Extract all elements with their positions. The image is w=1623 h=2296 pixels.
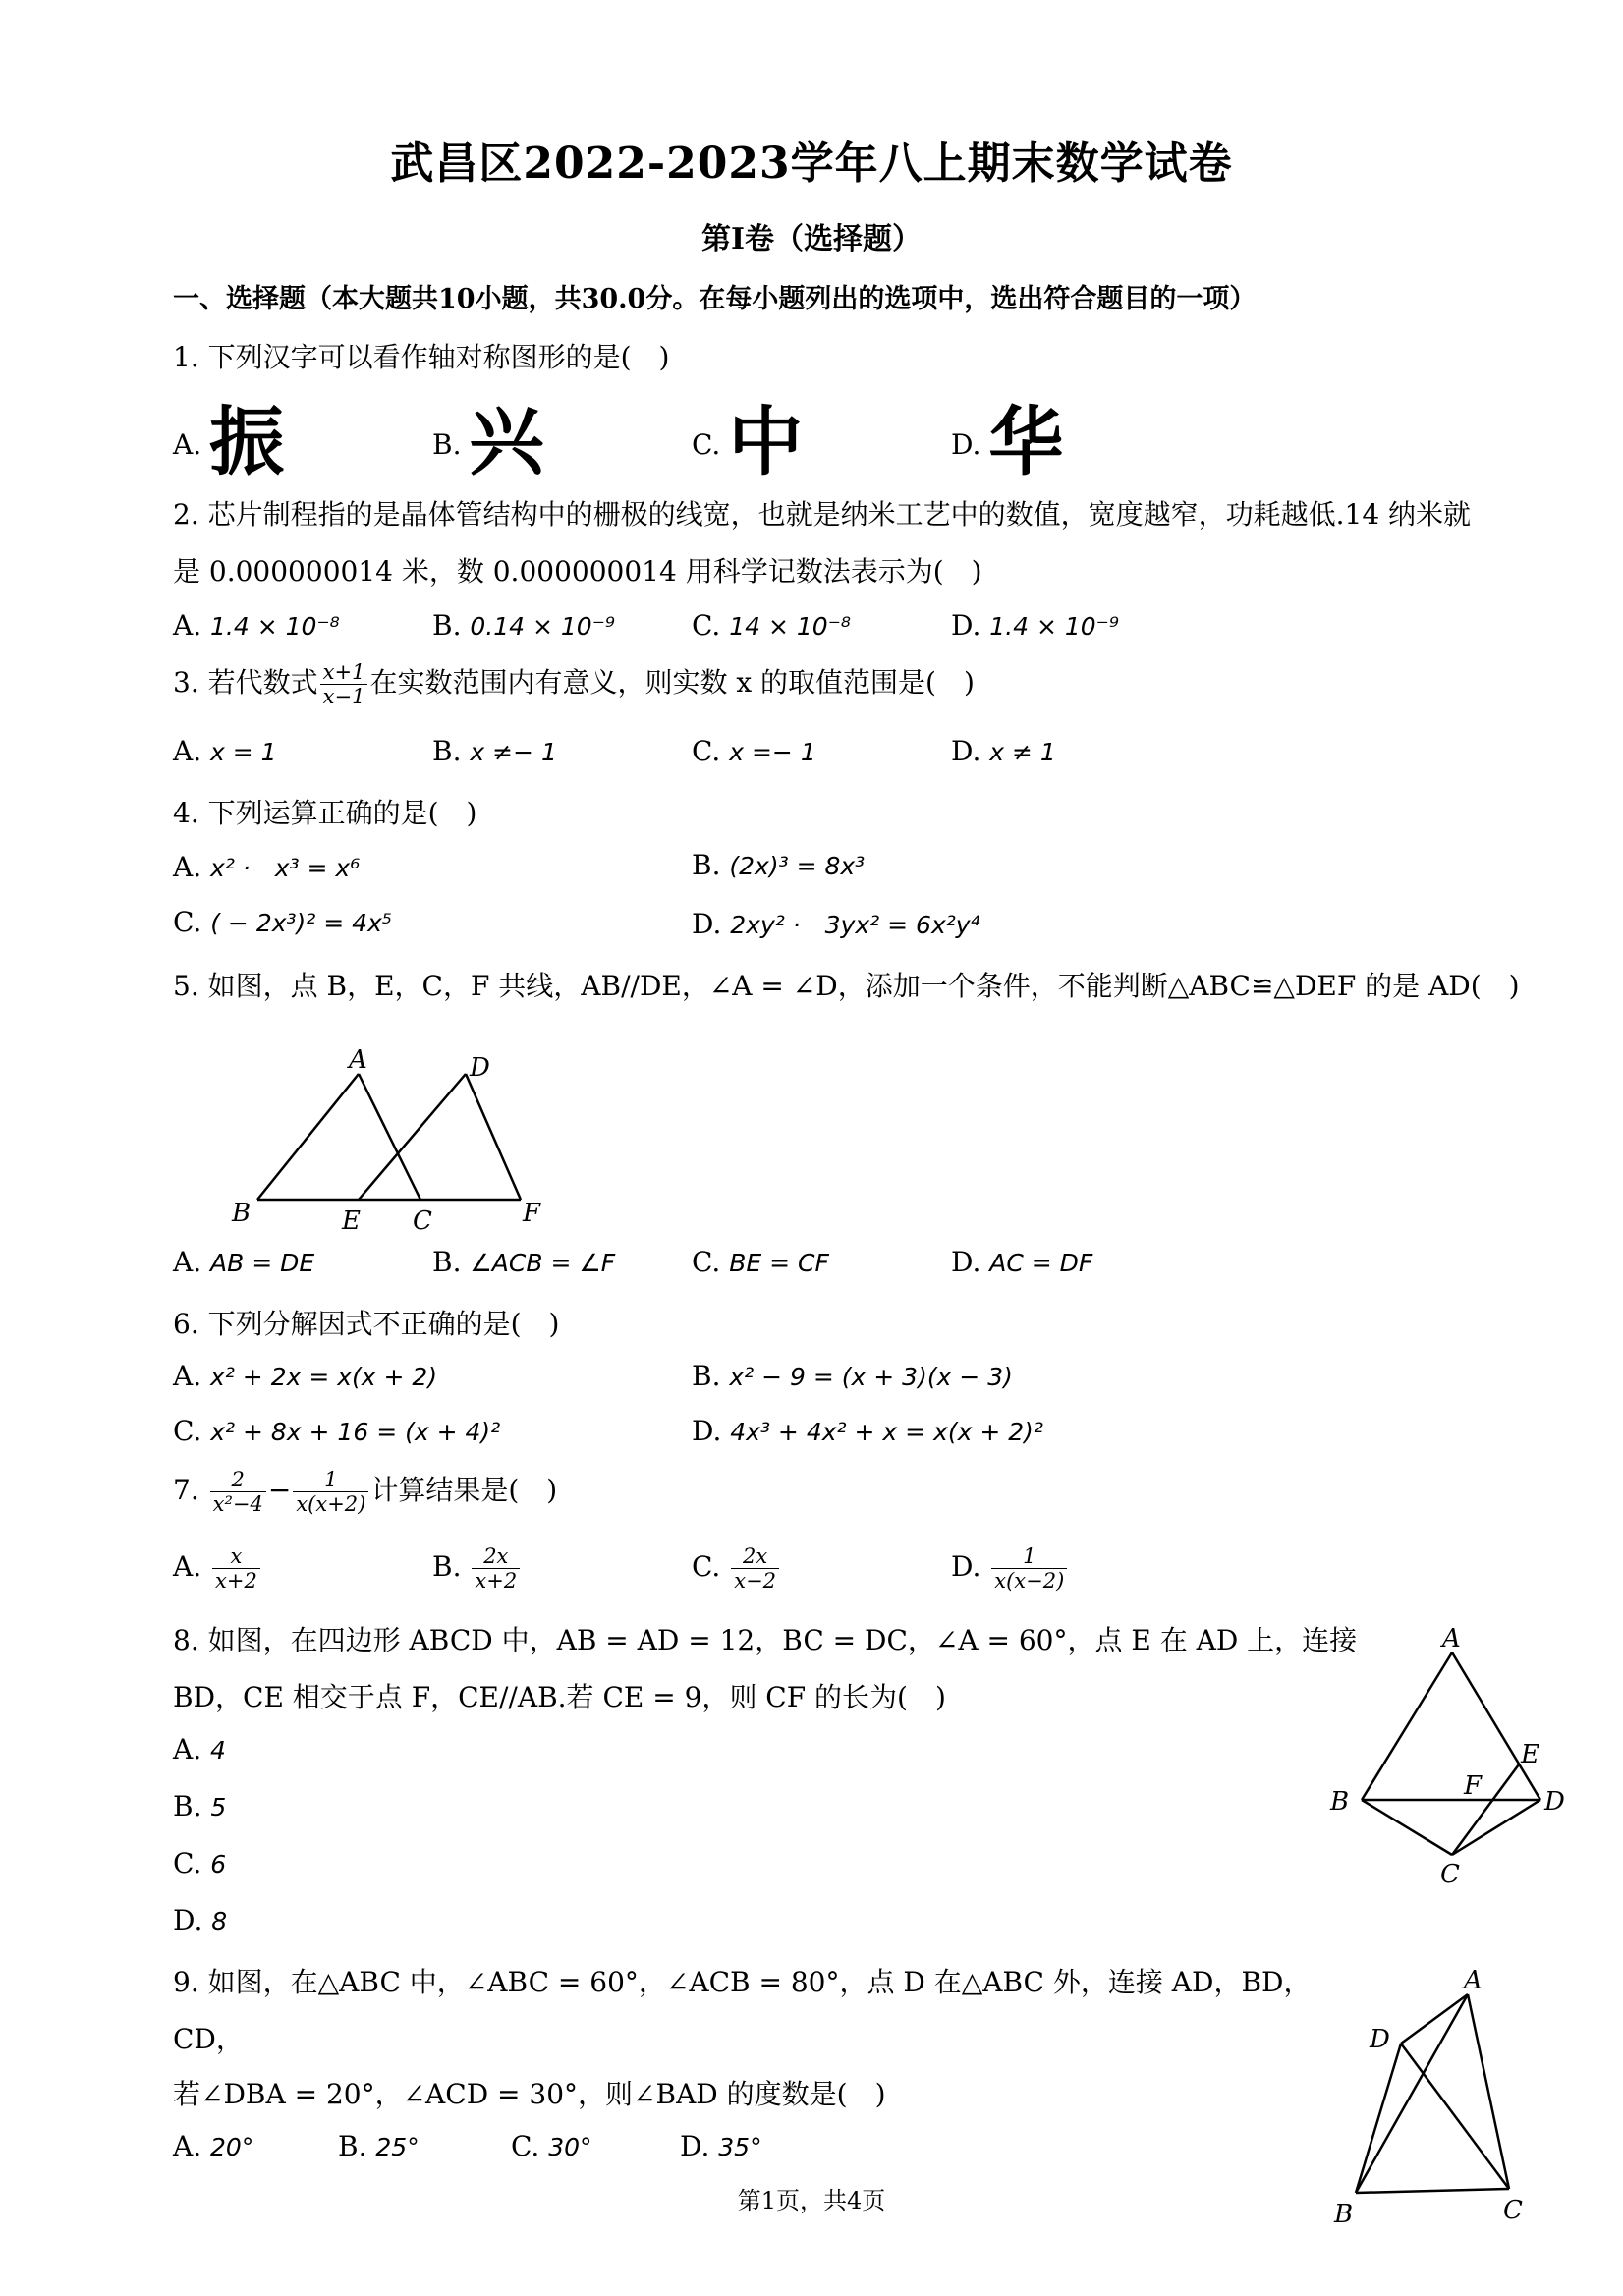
q9-label-d: D xyxy=(1370,2025,1390,2054)
page-subtitle: 第I卷（选择题） xyxy=(700,222,923,256)
q9-label-b: B xyxy=(1334,2200,1354,2229)
q2-option-b: B. 0.14 × 10⁻⁹ xyxy=(432,609,615,642)
q7-fraction-1: $\frac{2}{\text{x²−4}}$ xyxy=(210,1468,266,1516)
page-title: 武昌区2022-2023学年八上期末数学试卷 xyxy=(390,139,1233,189)
q5-option-c: C. BE = CF xyxy=(692,1246,829,1278)
q8-option-a: A. 4 xyxy=(173,1733,226,1765)
q2-option-c: C. 14 × 10⁻⁸ xyxy=(692,609,851,642)
q5-label-f: F xyxy=(523,1199,541,1228)
q2-option-d: D. 1.4 × 10⁻⁹ xyxy=(951,609,1119,642)
q9-option-b: B. 25° xyxy=(338,2130,420,2162)
q1-option-c-char: 中 xyxy=(728,398,804,485)
q4-option-a: A. x² · x³ = x⁶ xyxy=(173,851,361,883)
q8-label-e: E xyxy=(1521,1740,1539,1769)
question-8-line-2: BD，CE 相交于点 F，CE//AB.若 CE = 9，则 CF 的长为( ) xyxy=(173,1681,946,1713)
q5-figure xyxy=(216,1046,570,1233)
question-3-stem: 3. 若代数式 $\frac{x+1}{x-1}$ 在实数范围内有意义，则实数 x 的取值范围是( ) xyxy=(173,660,975,708)
q8-label-b: B xyxy=(1330,1787,1350,1817)
q5-option-a: A. AB = DE xyxy=(173,1246,315,1278)
q9-option-a: A. 20° xyxy=(173,2130,254,2162)
question-6-stem: 6. 下列分解因式不正确的是( ) xyxy=(173,1308,560,1340)
q3-option-a: A. x = 1 xyxy=(173,735,277,767)
q4-option-c: C. ( − 2x³)² = 4x⁵ xyxy=(173,906,392,938)
question-2-line-2: 是 0.000000014 米，数 0.000000014 用科学记数法表示为( ) xyxy=(173,555,982,588)
q8-figure xyxy=(1316,1611,1592,1896)
q8-option-b: B. 5 xyxy=(173,1790,227,1822)
q8-option-d: D. 8 xyxy=(173,1904,228,1936)
q5-label-d: D xyxy=(470,1053,490,1083)
question-9-line-2: CD， xyxy=(173,2023,244,2055)
q3-option-d: D. x ≠ 1 xyxy=(951,735,1056,767)
q1-option-d-char: 华 xyxy=(988,398,1064,485)
q7-option-b: B. $\frac{2x}{x+2}$ xyxy=(432,1544,522,1593)
q1-option-c: C. 中 xyxy=(692,398,804,485)
question-9-line-3: 若∠DBA = 20°，∠ACD = 30°，则∠BAD 的度数是( ) xyxy=(173,2078,886,2110)
page-footer: 第1页，共4页 xyxy=(737,2187,886,2214)
q4-option-b: B. (2x)³ = 8x³ xyxy=(692,849,866,881)
q9-option-d: D. 35° xyxy=(680,2130,762,2162)
q5-option-d: D. AC = DF xyxy=(951,1246,1093,1278)
q6-option-d: D. 4x³ + 4x² + x = x(x + 2)² xyxy=(692,1415,1043,1447)
q9-option-c: C. 30° xyxy=(511,2130,592,2162)
q5-label-c: C xyxy=(413,1206,432,1233)
q6-option-b: B. x² − 9 = (x + 3)(x − 3) xyxy=(692,1360,1013,1392)
q3-fraction: $\frac{x+1}{x-1}$ xyxy=(320,660,368,708)
q8-label-d: D xyxy=(1544,1787,1565,1817)
q1-option-b: B. 兴 xyxy=(432,398,544,485)
q9-label-c: C xyxy=(1503,2196,1523,2225)
q8-label-f: F xyxy=(1464,1771,1483,1801)
question-2-line-1: 2. 芯片制程指的是晶体管结构中的栅极的线宽，也就是纳米工艺中的数值，宽度越窄，功耗越低.14 纳米就 xyxy=(173,498,1472,531)
q7-option-a: A. $\frac{x}{x+2}$ xyxy=(173,1544,262,1593)
q1-option-b-char: 兴 xyxy=(469,398,544,485)
q4-option-d: D. 2xy² · 3yx² = 6x²y⁴ xyxy=(692,908,980,940)
q3-option-b: B. x ≠− 1 xyxy=(432,735,557,767)
q7-option-c: C. $\frac{2x}{x-2}$ xyxy=(692,1544,781,1593)
q8-label-a: A xyxy=(1442,1624,1461,1653)
q1-option-d: D. 华 xyxy=(951,398,1064,485)
q7-fraction-2: $\frac{1}{x(x+2)}$ xyxy=(293,1468,368,1516)
q5-option-b: B. ∠ACB = ∠F xyxy=(432,1246,616,1278)
q3-option-c: C. x =− 1 xyxy=(692,735,816,767)
q8-label-c: C xyxy=(1440,1860,1460,1889)
q1-option-a: A. 振 xyxy=(173,398,285,485)
question-7-stem: 7. $\frac{2}{\text{x²−4}}$ − $\frac{1}{x(x+2)}$ 计算结果是( ) xyxy=(173,1468,558,1516)
question-9-line-1: 9. 如图，在△ABC 中，∠ABC = 60°，∠ACB = 80°，点 D 在△ABC 外，连接 AD，BD， xyxy=(173,1966,1312,1998)
q7-option-d: D. $\frac{1}{x(x-2)}$ xyxy=(951,1544,1069,1593)
question-8-line-1: 8. 如图，在四边形 ABCD 中，AB = AD = 12，BC = DC，∠A = 60°，点 E 在 AD 上，连接 xyxy=(173,1624,1358,1656)
q6-option-a: A. x² + 2x = x(x + 2) xyxy=(173,1360,438,1392)
q2-option-a: A. 1.4 × 10⁻⁸ xyxy=(173,609,340,642)
q1-option-a-char: 振 xyxy=(209,398,285,485)
q5-label-a: A xyxy=(349,1046,367,1075)
section-heading: 一、选择题（本大题共10小题，共30.0分。在每小题列出的选项中，选出符合题目的一项） xyxy=(173,284,1257,314)
question-1-stem: 1. 下列汉字可以看作轴对称图形的是( ) xyxy=(173,341,670,373)
question-5-stem: 5. 如图，点 B，E，C，F 共线，AB//DE，∠A = ∠D，添加一个条件，不能判断△ABC≌△DEF 的是 AD( ) xyxy=(173,970,1520,1002)
q5-label-b: B xyxy=(232,1199,252,1228)
q6-option-c: C. x² + 8x + 16 = (x + 4)² xyxy=(173,1415,501,1447)
question-4-stem: 4. 下列运算正确的是( ) xyxy=(173,797,477,829)
q9-label-a: A xyxy=(1464,1966,1483,1995)
q8-option-c: C. 6 xyxy=(173,1847,227,1879)
q5-label-e: E xyxy=(342,1206,361,1233)
